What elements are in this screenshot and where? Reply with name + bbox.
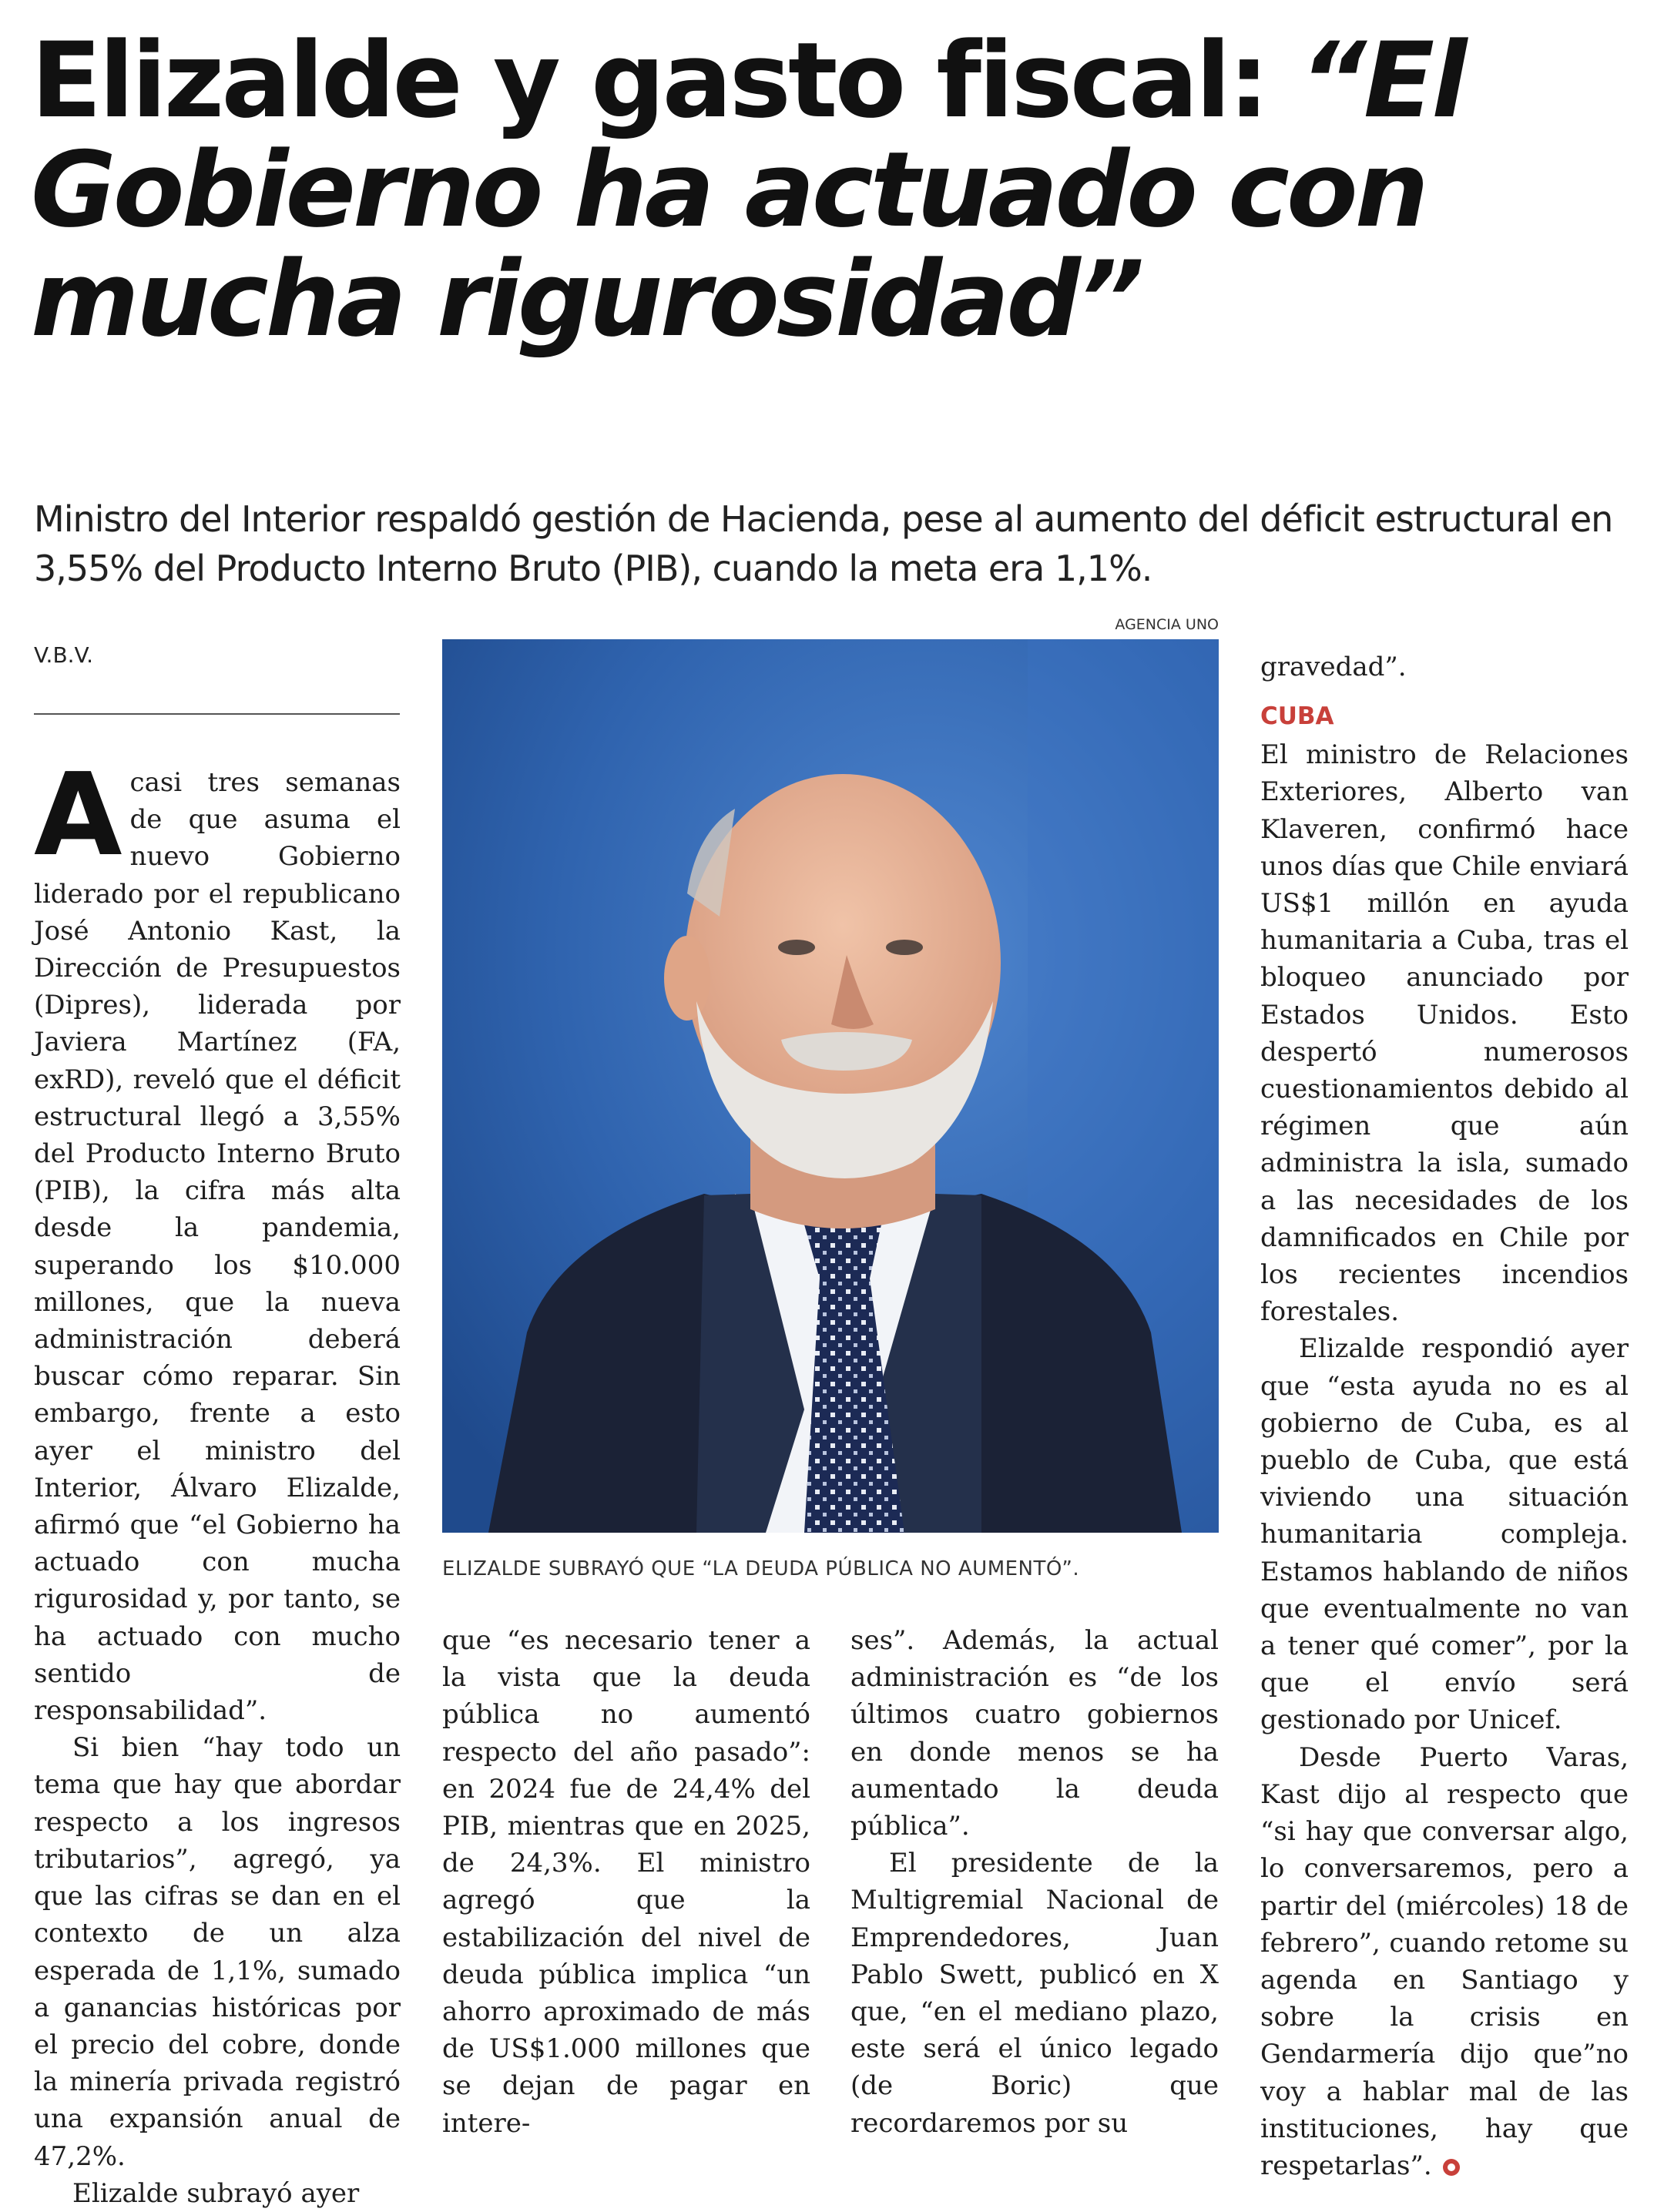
body-paragraph: gravedad”. <box>1260 652 1407 682</box>
byline-divider <box>34 713 400 715</box>
deck-subtitle: Ministro del Interior respaldó gestión de Hacienda, pese al aumento del déficit estructural en 3,55% del Producto Interno Bruto (PIB), cuando la meta era 1,1%. <box>34 498 1613 589</box>
lead-paragraph-text: casi tres semanas de que asuma el nuevo Gobierno liderado por el republicano José Antonio Kast, la Dirección de Presupuestos (Dipres), liderada por Javiera Martínez (FA, exRD), reveló que el déficit estructural llegó a 3,55% del Producto Interno Bruto (PIB), la cifra más alta desde la pandemia, superando los $10.000 millones, que la nueva administración deberá buscar cómo reparar. Sin embargo, frente a esto ayer el ministro del Interior, Álvaro Elizalde, afirmó que “el Gobierno ha actuado con mucha rigurosidad y, por tanto, se ha actuado con mucho sentido de responsabilidad”. <box>34 767 401 1727</box>
section-heading-cuba: CUBA <box>1260 702 1334 731</box>
photo-credit: AGENCIA UNO <box>1115 616 1219 633</box>
byline: V.B.V. <box>34 642 93 668</box>
headline <box>31 20 1641 360</box>
article-column-3 <box>850 1622 1219 2142</box>
body-paragraph: El ministro de Relaciones Exteriores, Alberto van Klaveren, confirmó hace unos días que Chile enviará US$1 millón en ayuda humanitaria a Cuba, tras el bloqueo anunciado por Estados Unidos. Esto despertó numerosos cuestionamientos debido al régimen que aún administra la isla, sumado a las necesidades de los damnificados en Chile por los recientes incendios forestales. <box>1260 739 1629 1328</box>
drop-cap: A <box>34 749 122 881</box>
photo-caption: ELIZALDE SUBRAYÓ QUE “LA DEUDA PÚBLICA NO AUMENTÓ”. <box>442 1557 1080 1580</box>
body-paragraph: ses”. Además, la actual administración es “de los últimos cuatro gobiernos en donde menos se ha aumentado la deuda pública”. <box>850 1625 1219 1842</box>
lead-paragraph <box>34 749 401 1729</box>
portrait-illustration <box>442 639 1219 1533</box>
article-column-4 <box>1260 649 1629 2184</box>
body-paragraph: Elizalde respondió ayer que “esta ayuda no es al gobierno de Cuba, es al pueblo de Cuba, que está viviendo una situación humanitaria compleja. Estamos hablando de niños que eventualmente no van a tener qué comer”, por la que el envío será gestionado por Unicef. <box>1260 1333 1629 1736</box>
article-photo <box>442 639 1219 1533</box>
headline-quote: “El Gobierno ha actuado con mucha rigurosidad” <box>31 20 1464 360</box>
body-paragraph: Si bien “hay todo un tema que hay que abordar respecto a los ingresos tributarios”, agregó, ya que las cifras se dan en el contexto de un alza esperada de 1,1%, sumado a ganancias históricas por el precio del cobre, donde la minería privada registró una expansión anual de 47,2%. <box>34 1732 401 2172</box>
body-paragraph: Elizalde subrayó ayer <box>72 2177 360 2209</box>
body-paragraph: que “es necesario tener a la vista que la deuda pública no aumentó respecto del año pasado”: en 2024 fue de 24,4% del PIB, mientras que en 2025, de 24,3%. El ministro agregó que la estabilización del nivel de deuda pública implica “un ahorro aproximado de más de US$1.000 millones que se dejan de pagar en intere- <box>442 1625 810 2139</box>
body-paragraph <box>1260 1739 1629 2184</box>
article-column-2 <box>442 1622 810 2142</box>
closing-paragraph-text: Desde Puerto Varas, Kast dijo al respecto que “si hay que conversar algo, lo conversaremos, pero a partir del (miércoles) 18 de febrero”, cuando retome su agenda en Santiago y sobre la crisis en Gendarmería dijo que”no voy a hablar mal de las instituciones, hay que respetarlas”. <box>1260 1741 1629 2181</box>
article-column-1 <box>34 749 401 2212</box>
headline-lead: Elizalde y gasto fiscal: <box>31 20 1300 141</box>
end-of-article-icon <box>1443 2159 1460 2176</box>
body-paragraph: El presidente de la Multigremial Nacional de Emprendedores, Juan Pablo Swett, publicó en X que, “en el mediano plazo, este será el único legado (de Boric) que recordaremos por su <box>850 1848 1219 2139</box>
